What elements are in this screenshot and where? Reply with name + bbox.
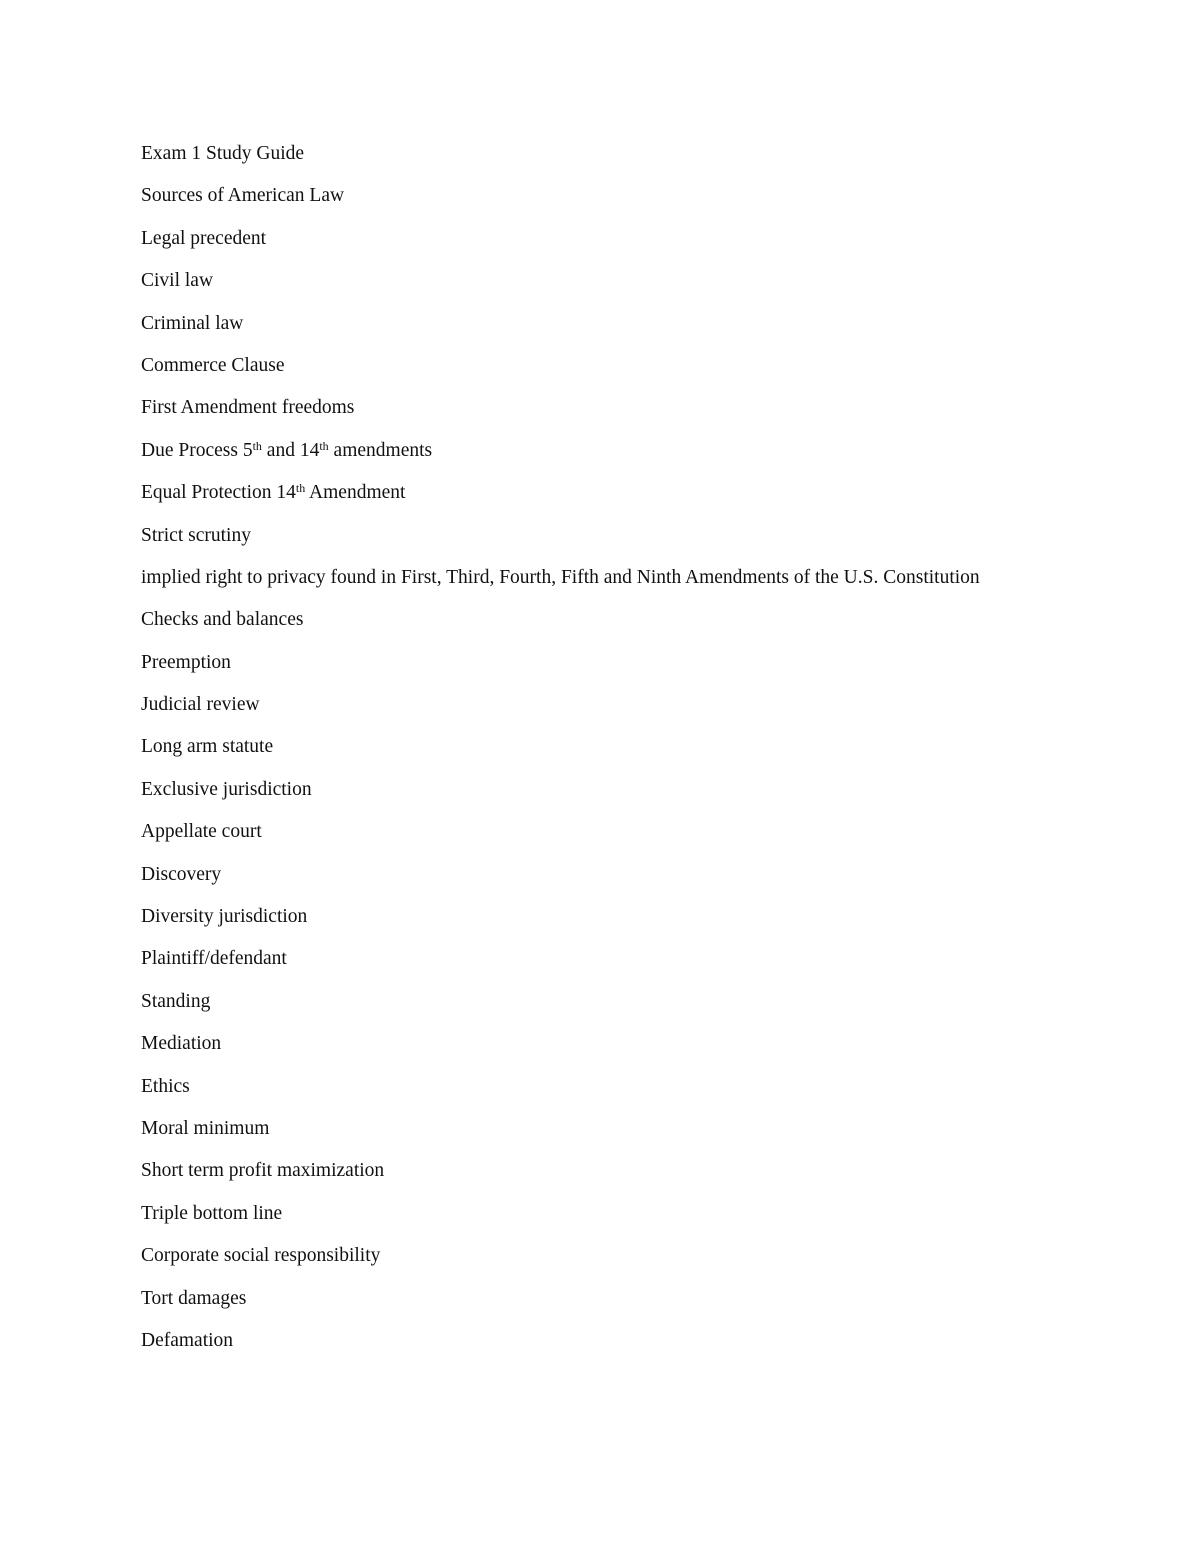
study-item: Mediation (141, 1033, 222, 1055)
study-item-due-process (141, 437, 991, 464)
study-item: Appellate court (141, 821, 262, 843)
study-item-text: Equal Protection 14 (141, 482, 296, 504)
study-item: Judicial review (141, 694, 260, 716)
study-item: Strict scrutiny (141, 524, 251, 546)
study-item: Preemption (141, 651, 231, 673)
study-item: Criminal law (141, 312, 244, 334)
study-item: Moral minimum (141, 1117, 270, 1139)
study-item-text: Amendment (305, 482, 406, 504)
study-item: Defamation (141, 1329, 234, 1351)
study-item: First Amendment freedoms (141, 397, 355, 419)
study-item-text: amendments (328, 439, 433, 461)
study-item: Checks and balances (141, 609, 304, 631)
study-item: Ethics (141, 1075, 190, 1097)
study-item-text: and 14 (261, 439, 320, 461)
study-item: Civil law (141, 270, 214, 292)
study-item: Triple bottom line (141, 1202, 283, 1224)
study-item: Diversity jurisdiction (141, 906, 308, 928)
document-title: Exam 1 Study Guide (141, 143, 305, 164)
document-body (141, 140, 991, 1369)
study-item-text: Due Process 5 (141, 439, 253, 461)
superscript-ordinal: th (295, 481, 306, 496)
study-item: implied right to privacy found in First, Third, Fourth, Fifth and Ninth Amendments of the U.S. Constitution (141, 566, 980, 588)
superscript-ordinal: th (319, 438, 329, 453)
study-item: Standing (141, 990, 211, 1012)
superscript-ordinal: th (252, 438, 262, 453)
study-item: Discovery (141, 863, 222, 885)
study-item-equal-protection (141, 479, 991, 506)
study-item: Tort damages (141, 1287, 247, 1309)
study-item: Sources of American Law (141, 185, 345, 207)
study-item: Commerce Clause (141, 354, 285, 376)
study-item: Long arm statute (141, 736, 274, 758)
study-item: Legal precedent (141, 227, 267, 249)
study-item: Short term profit maximization (141, 1160, 385, 1182)
study-item: Exclusive jurisdiction (141, 778, 312, 800)
study-item: Corporate social responsibility (141, 1245, 381, 1267)
study-item: Plaintiff/defendant (141, 948, 287, 970)
